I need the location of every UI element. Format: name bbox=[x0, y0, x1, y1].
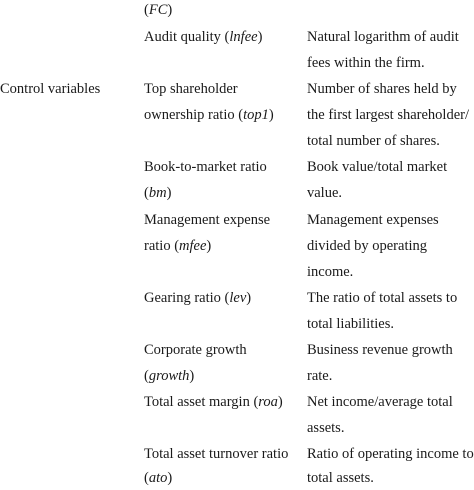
variable-name-line: Book-to-market ratio bbox=[144, 159, 267, 175]
variable-name-line: Corporate growth bbox=[144, 342, 247, 358]
definition-line: total liabilities. bbox=[307, 316, 394, 332]
definition-line: total number of shares. bbox=[307, 133, 440, 149]
definition-line: Book value/total market bbox=[307, 159, 448, 175]
definition-line: rate. bbox=[307, 368, 333, 384]
variable-name-line: (bm) bbox=[144, 185, 172, 201]
variable-name-line: Gearing ratio (lev) bbox=[144, 290, 252, 306]
definition-line: Number of shares held by bbox=[307, 81, 457, 97]
definition-line: Management expenses bbox=[307, 212, 439, 228]
variable-name-line: (FC) bbox=[144, 2, 173, 18]
definition-line: total assets. bbox=[307, 470, 374, 486]
definition-line: fees within the firm. bbox=[307, 55, 425, 71]
definition-line: assets. bbox=[307, 420, 345, 436]
category-control-variables: Control variables bbox=[0, 81, 101, 97]
variable-name-line: Top shareholder bbox=[144, 81, 238, 97]
variable-name-line: Total asset turnover ratio bbox=[144, 446, 289, 462]
definition-line: divided by operating bbox=[307, 238, 428, 254]
variable-name-line: ownership ratio (top1) bbox=[144, 107, 274, 123]
variable-name-line: Management expense bbox=[144, 212, 271, 228]
variable-name-line: Audit quality (lnfee) bbox=[144, 29, 263, 45]
variable-name-line: (growth) bbox=[144, 368, 195, 384]
definition-line: value. bbox=[307, 185, 343, 201]
definition-line: Ratio of operating income to bbox=[307, 446, 474, 462]
definition-line: Natural logarithm of audit bbox=[307, 29, 459, 45]
definition-line: the first largest shareholder/ bbox=[307, 107, 469, 123]
variable-name-line: (ato) bbox=[144, 470, 173, 486]
definition-line: The ratio of total assets to bbox=[307, 290, 458, 306]
definition-line: Net income/average total bbox=[307, 394, 453, 410]
variable-name-line: ratio (mfee) bbox=[144, 238, 212, 254]
definition-line: income. bbox=[307, 264, 354, 280]
variable-name-line: Total asset margin (roa) bbox=[144, 394, 283, 410]
definition-line: Business revenue growth bbox=[307, 342, 453, 358]
